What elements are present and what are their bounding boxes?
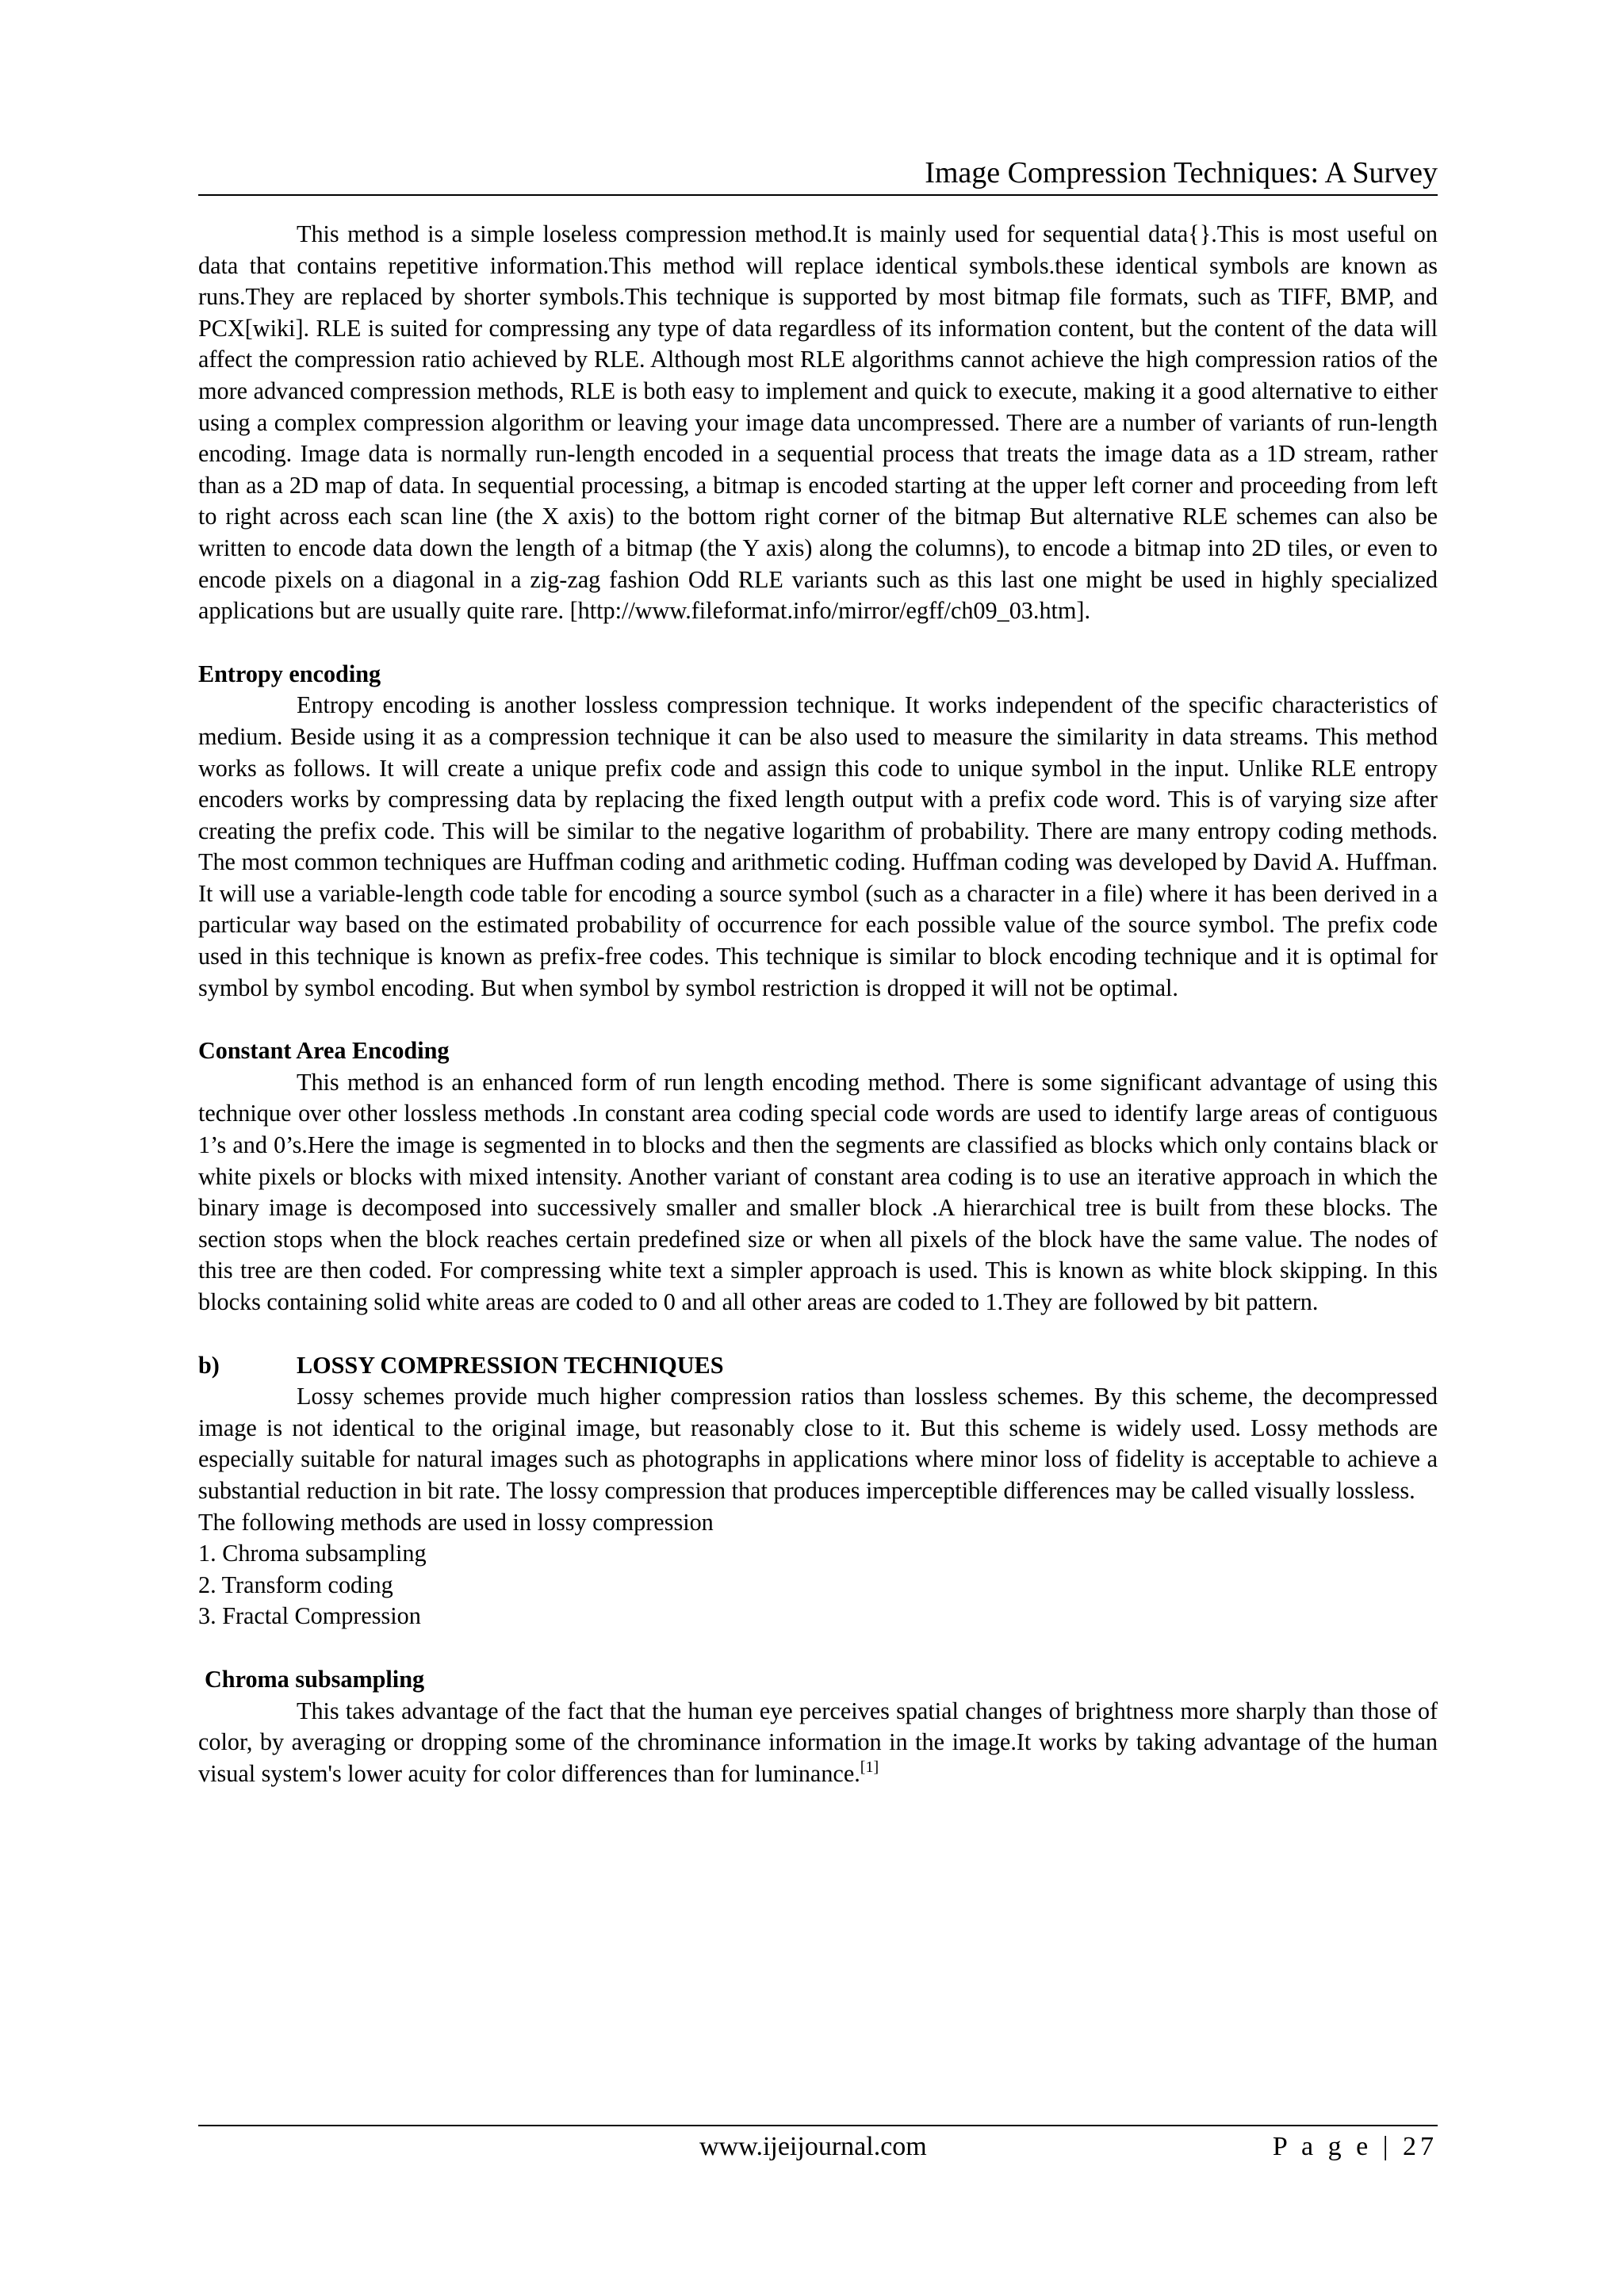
- body-text: [198, 219, 1438, 1789]
- footer-page-number: P a g e | 27: [1272, 2132, 1438, 2161]
- lossy-method-item: 3. Fractal Compression: [198, 1602, 421, 1630]
- rle-paragraph: This method is a simple loseless compression method.It is mainly used for sequential data{}.This is most useful on data that contains repetitive information.This method will replace identical symbols.these identical symbols are known as runs.They are replaced by shorter symbols.This technique is supported by most bitmap file formats, such as TIFF, BMP, and PCX[wiki]. RLE is suited for compressing any type of data regardless of its information content, but the content of the data will affect the compression ratio achieved by RLE. Although most RLE algorithms cannot achieve the high compression ratios of the more advanced compression methods, RLE is both easy to implement and quick to execute, making it a good alternative to either using a complex compression algorithm or leaving your image data uncompressed. There are a number of variants of run-length encoding. Image data is normally run-length encoded in a sequential process that treats the image data as a 1D stream, rather than as a 2D map of data. In sequential processing, a bitmap is encoded starting at the upper left corner and proceeding from left to right across each scan line (the X axis) to the bottom right corner of the bitmap But alternative RLE schemes can also be written to encode data down the length of a bitmap (the Y axis) along the columns), to encode a bitmap into 2D tiles, or even to encode pixels on a diagonal in a zig-zag fashion Odd RLE variants such as this last one might be used in highly specialized applications but are usually quite rare. [http://www.fileformat.info/mirror/egff/ch09_03.htm].: [198, 220, 1438, 625]
- section-gap: [198, 627, 1438, 659]
- section-gap: [198, 1004, 1438, 1035]
- section-gap: [198, 1632, 1438, 1664]
- header-rule: [198, 194, 1438, 196]
- paper-page: [198, 0, 1438, 2296]
- lossy-paragraph: Lossy schemes provide much higher compression ratios than lossless schemes. By this scheme, the decompressed image is not identical to the original image, but reasonably close to it. But this scheme is widely used. Lossy methods are especially suitable for natural images such as photographs in applications where minor loss of fidelity is acceptable to achieve a substantial reduction in bit rate. The lossy compression that produces imperceptible differences may be called visually lossless.: [198, 1383, 1438, 1504]
- entropy-paragraph: Entropy encoding is another lossless compression technique. It works independent of the specific characteristics of medium. Beside using it as a compression technique it can be also used to measure the similarity in data streams. This method works as follows. It will create a unique prefix code and assign this code to unique symbol in the input. Unlike RLE entropy encoders works by compressing data by replacing the fixed length output with a prefix code word. This is of varying size after creating the prefix code. This will be similar to the negative logarithm of probability. There are many entropy coding methods. The most common techniques are Huffman coding and arithmetic coding. Huffman coding was developed by David A. Huffman. It will use a variable-length code table for encoding a source symbol (such as a character in a file) where it has been derived in a particular way based on the estimated probability of occurrence for each possible value of the source symbol. The prefix code used in this technique is known as prefix-free codes. This technique is similar to block encoding technique and it is optimal for symbol by symbol encoding. But when symbol by symbol restriction is dropped it will not be optimal.: [198, 691, 1438, 1001]
- constant-area-paragraph: This method is an enhanced form of run length encoding method. There is some significant advantage of using this technique over other lossless methods .In constant area coding special code words are used to identify large areas of contiguous 1’s and 0’s.Here the image is segmented in to blocks and then the segments are classified as blocks which only contains black or white pixels or blocks with mixed intensity. Another variant of constant area coding is to use an iterative approach in which the binary image is decomposed into successively smaller and smaller block .A hierarchical tree is built from these blocks. The section stops when the block reaches certain predefined size or when all pixels of the block have the same value. The nodes of this tree are then coded. For compressing white text a simpler approach is used. This is known as white block skipping. In this blocks containing solid white areas are coded to 0 and all other areas are coded to 1.They are followed by bit pattern.: [198, 1068, 1438, 1315]
- constant-area-heading: Constant Area Encoding: [198, 1037, 450, 1065]
- chroma-paragraph-text: This takes advantage of the fact that the human eye perceives spatial changes of brightness more sharply than those of color, by averaging or dropping some of the chrominance information in the image.It works by taking advantage of the human visual system's lower acuity for color differences than for luminance.: [198, 1697, 1438, 1787]
- footer-website-link[interactable]: www.ijeijournal.com: [699, 2132, 927, 2161]
- chroma-paragraph: [198, 1696, 1438, 1790]
- citation-marker[interactable]: [1]: [860, 1758, 879, 1776]
- entropy-heading: Entropy encoding: [198, 660, 381, 687]
- lossy-section-title: LOSSY COMPRESSION TECHNIQUES: [297, 1351, 724, 1379]
- running-header-title: Image Compression Techniques: A Survey: [925, 156, 1438, 189]
- footer-rule: [198, 2125, 1438, 2126]
- lossy-section-marker: b): [198, 1351, 220, 1379]
- lossy-list-intro: The following methods are used in lossy compression: [198, 1508, 714, 1536]
- chroma-heading: Chroma subsampling: [205, 1665, 425, 1693]
- lossy-method-item: 1. Chroma subsampling: [198, 1540, 427, 1567]
- lossy-section-heading: [198, 1350, 1438, 1382]
- section-gap: [198, 1318, 1438, 1350]
- lossy-method-item: 2. Transform coding: [198, 1571, 393, 1598]
